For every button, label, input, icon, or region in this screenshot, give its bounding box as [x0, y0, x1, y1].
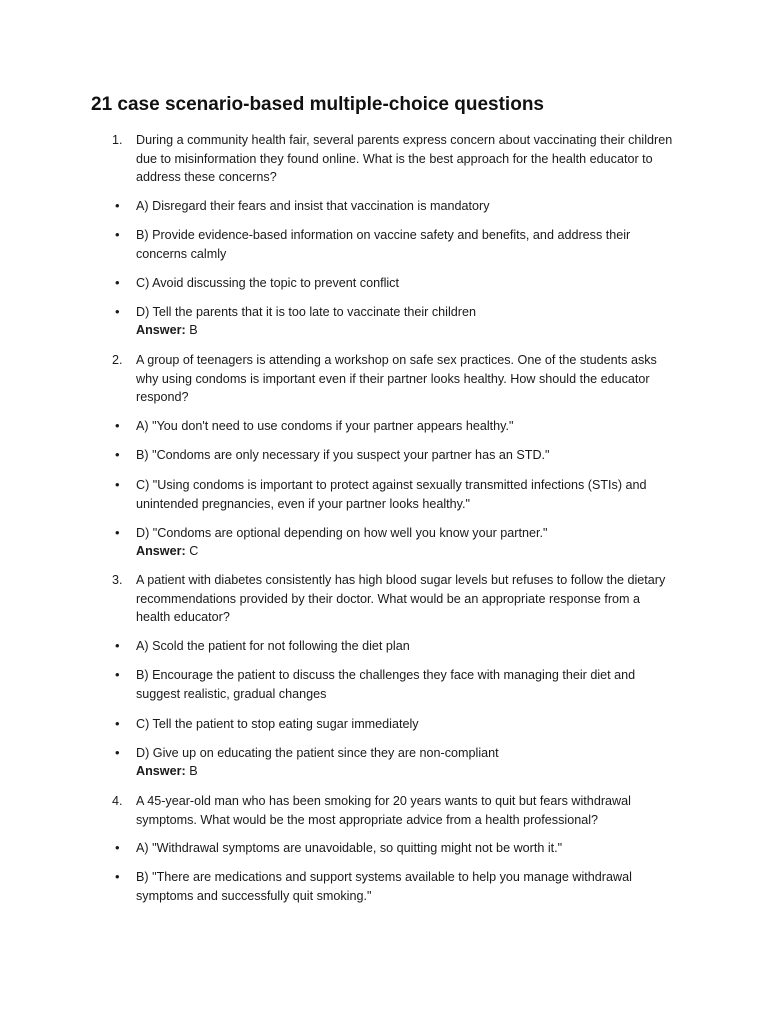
bullet-icon: •: [115, 275, 120, 290]
option-text: D) Tell the parents that it is too late to vaccinate their children: [136, 305, 476, 319]
bullet-icon: •: [115, 418, 120, 433]
option-text: A) "Withdrawal symptoms are unavoidable, so quitting might not be worth it.": [136, 841, 563, 855]
question-number: 3.: [112, 573, 123, 587]
option-text: A) Scold the patient for not following the diet plan: [136, 639, 410, 653]
answer-value: B: [189, 323, 198, 337]
question-text: A 45-year-old man who has been smoking for 20 years wants to quit but fears withdrawal symptoms. What would be the most appropriate advice from a health professional?: [136, 794, 631, 827]
bullet-icon: •: [115, 869, 120, 884]
option-text: A) "You don't need to use condoms if your partner appears healthy.": [136, 419, 514, 433]
page-title: 21 case scenario-based multiple-choice questions: [91, 94, 544, 115]
answer-label: Answer:: [136, 323, 186, 337]
option-text: C) Tell the patient to stop eating sugar immediately: [136, 717, 419, 731]
bullet-icon: •: [115, 477, 120, 492]
answer-value: B: [189, 764, 198, 778]
bullet-icon: •: [115, 304, 120, 319]
option-text: C) Avoid discussing the topic to prevent conflict: [136, 276, 399, 290]
question-number: 2.: [112, 353, 123, 367]
option-text: C) "Using condoms is important to protect against sexually transmitted infections (STIs) and unintended pregnancies, even if your partner looks healthy.": [136, 478, 647, 511]
answer-label: Answer:: [136, 544, 186, 558]
bullet-icon: •: [115, 716, 120, 731]
question-number: 1.: [112, 133, 123, 147]
option-text: B) Provide evidence-based information on vaccine safety and benefits, and address their concerns calmly: [136, 228, 631, 261]
bullet-icon: •: [115, 447, 120, 462]
option-text: A) Disregard their fears and insist that vaccination is mandatory: [136, 199, 490, 213]
question-text: A group of teenagers is attending a workshop on safe sex practices. One of the students asks why using condoms is important even if their partner looks healthy. How should the educator respond?: [136, 353, 657, 404]
answer-value: C: [189, 544, 199, 558]
option-text: B) Encourage the patient to discuss the challenges they face with managing their diet and suggest realistic, gradual changes: [136, 668, 636, 701]
bullet-icon: •: [115, 638, 120, 653]
bullet-icon: •: [115, 198, 120, 213]
option-text: D) Give up on educating the patient since they are non-compliant: [136, 746, 499, 760]
bullet-icon: •: [115, 667, 120, 682]
option-text: B) "There are medications and support systems available to help you manage withdrawal symptoms and successfully quit smoking.": [136, 870, 632, 903]
question-text: A patient with diabetes consistently has high blood sugar levels but refuses to follow the dietary recommendations provided by their doctor. What would be an appropriate response from a health educator?: [136, 573, 666, 624]
bullet-icon: •: [115, 227, 120, 242]
bullet-icon: •: [115, 840, 120, 855]
option-text: B) "Condoms are only necessary if you suspect your partner has an STD.": [136, 448, 550, 462]
answer-label: Answer:: [136, 764, 186, 778]
bullet-icon: •: [115, 745, 120, 760]
bullet-icon: •: [115, 525, 120, 540]
option-text: D) "Condoms are optional depending on how well you know your partner.": [136, 526, 548, 540]
question-text: During a community health fair, several parents express concern about vaccinating their children due to misinformation they found online. What is the best approach for the health educator to address these concerns?: [136, 133, 673, 184]
question-number: 4.: [112, 794, 123, 808]
